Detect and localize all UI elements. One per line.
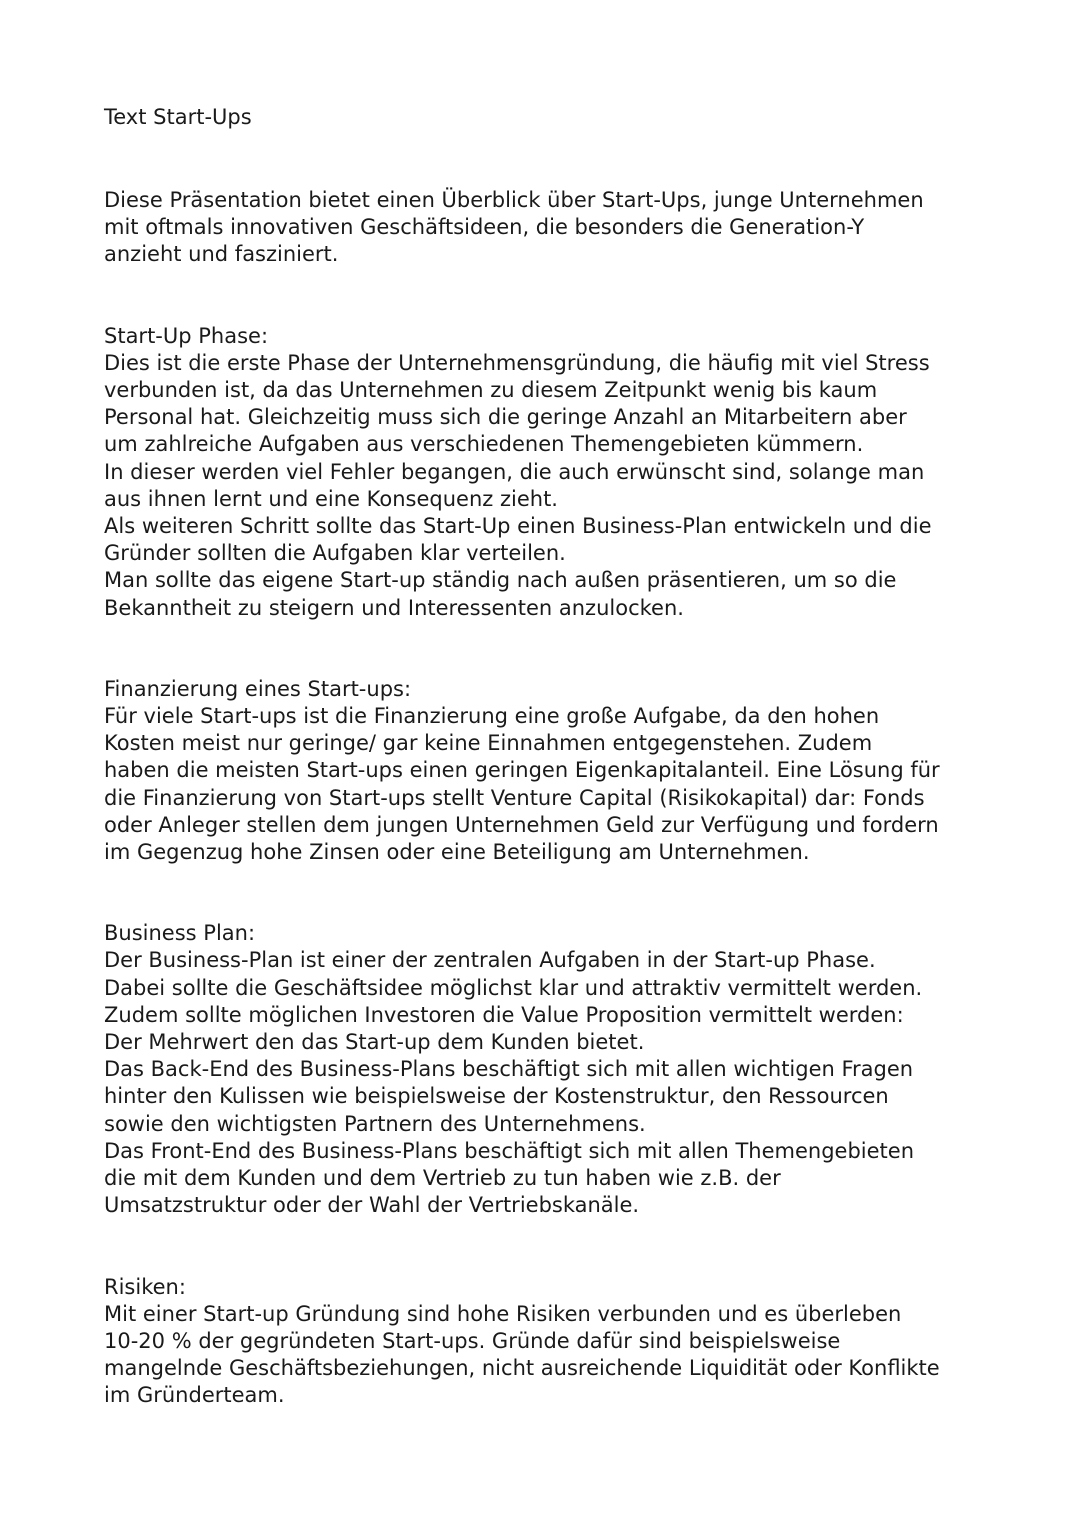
text-line: die mit dem Kunden und dem Vertrieb zu tun haben wie z.B. der bbox=[104, 1166, 781, 1191]
document-page bbox=[104, 101, 1004, 1410]
text-line: im Gegenzug hohe Zinsen oder eine Beteiligung am Unternehmen. bbox=[104, 840, 810, 865]
text-line: Der Business-Plan ist einer der zentralen Aufgaben in der Start-up Phase. bbox=[104, 948, 876, 973]
text-line: die Finanzierung von Start-ups stellt Venture Capital (Risikokapital) dar: Fonds bbox=[104, 785, 925, 810]
section-startup-phase bbox=[104, 323, 1004, 622]
text-line: sowie den wichtigsten Partnern des Unternehmens. bbox=[104, 1111, 646, 1136]
document-title: Text Start-Ups bbox=[104, 105, 252, 129]
section-risks bbox=[104, 1274, 1004, 1410]
section-business-plan bbox=[104, 920, 1004, 1219]
text-line: Kosten meist nur geringe/ gar keine Einnahmen entgegenstehen. Zudem bbox=[104, 731, 873, 756]
text-line: mangelnde Geschäftsbeziehungen, nicht ausreichende Liquidität oder Konflikte bbox=[104, 1356, 940, 1381]
text-line: Das Back-End des Business-Plans beschäftigt sich mit allen wichtigen Fragen bbox=[104, 1057, 914, 1082]
section-financing bbox=[104, 676, 1004, 866]
intro-line: anzieht und fasziniert. bbox=[104, 242, 339, 267]
text-line: Das Front-End des Business-Plans beschäftigt sich mit allen Themengebieten bbox=[104, 1138, 915, 1163]
text-line: Für viele Start-ups ist die Finanzierung eine große Aufgabe, da den hohen bbox=[104, 704, 880, 729]
intro-paragraph bbox=[104, 187, 1004, 269]
text-line: Man sollte das eigene Start-up ständig nach außen präsentieren, um so die bbox=[104, 568, 897, 593]
text-line: um zahlreiche Aufgaben aus verschiedenen Themengebieten kümmern. bbox=[104, 432, 864, 457]
text-line: Umsatzstruktur oder der Wahl der Vertriebskanäle. bbox=[104, 1193, 640, 1218]
text-line: Dies ist die erste Phase der Unternehmensgründung, die häufig mit viel Stress bbox=[104, 350, 930, 375]
section-heading: Risiken: bbox=[104, 1274, 186, 1299]
text-line: Personal hat. Gleichzeitig muss sich die geringe Anzahl an Mitarbeitern aber bbox=[104, 405, 907, 430]
text-line: Der Mehrwert den das Start-up dem Kunden bietet. bbox=[104, 1030, 645, 1055]
text-line: Mit einer Start-up Gründung sind hohe Risiken verbunden und es überleben bbox=[104, 1301, 902, 1326]
section-heading: Finanzierung eines Start-ups: bbox=[104, 676, 412, 701]
intro-line: mit oftmals innovativen Geschäftsideen, die besonders die Generation-Y bbox=[104, 215, 865, 240]
text-line: Bekanntheit zu steigern und Interessenten anzulocken. bbox=[104, 595, 684, 620]
section-heading: Start-Up Phase: bbox=[104, 323, 269, 348]
intro-line: Diese Präsentation bietet einen Überblick über Start-Ups, junge Unternehmen bbox=[104, 188, 924, 212]
text-line: hinter den Kulissen wie beispielsweise der Kostenstruktur, den Ressourcen bbox=[104, 1084, 889, 1109]
section-heading: Business Plan: bbox=[104, 921, 256, 946]
text-line: aus ihnen lernt und eine Konsequenz zieht. bbox=[104, 486, 558, 511]
text-line: In dieser werden viel Fehler begangen, die auch erwünscht sind, solange man bbox=[104, 459, 925, 484]
text-line: Zudem sollte möglichen Investoren die Value Proposition vermittelt werden: bbox=[104, 1002, 904, 1027]
text-line: Gründer sollten die Aufgaben klar verteilen. bbox=[104, 541, 566, 566]
text-line: 10-20 % der gegründeten Start-ups. Gründe dafür sind beispielsweise bbox=[104, 1328, 841, 1353]
text-line: Dabei sollte die Geschäftsidee möglichst klar und attraktiv vermittelt werden. bbox=[104, 975, 923, 1000]
text-line: oder Anleger stellen dem jungen Unternehmen Geld zur Verfügung und fordern bbox=[104, 812, 939, 837]
text-line: Als weiteren Schritt sollte das Start-Up einen Business-Plan entwickeln und die bbox=[104, 514, 932, 539]
text-line: haben die meisten Start-ups einen geringen Eigenkapitalanteil. Eine Lösung für bbox=[104, 758, 940, 783]
text-line: im Gründerteam. bbox=[104, 1383, 285, 1408]
text-line: verbunden ist, da das Unternehmen zu diesem Zeitpunkt wenig bis kaum bbox=[104, 378, 878, 403]
